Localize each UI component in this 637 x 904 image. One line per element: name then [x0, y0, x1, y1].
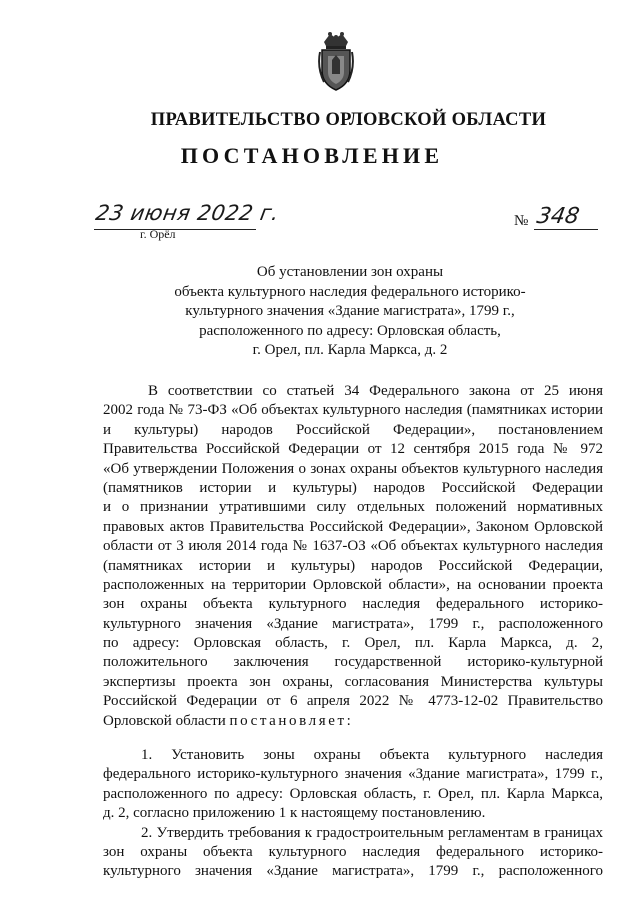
document-body	[103, 382, 603, 882]
preamble-line: области от 3 июля 2014 года № 1637-ОЗ «Об объектах культурного наследия	[103, 538, 603, 555]
item1-line: расположенного по адресу: Орловская область, г. Орел, пл. Карла Маркса,	[103, 785, 603, 802]
number-underline	[534, 229, 598, 230]
government-title: ПРАВИТЕЛЬСТВО ОРЛОВСКОЙ ОБЛАСТИ	[150, 110, 547, 130]
preamble-line: (памятниках истории и культуры) народов Российской Федерации,	[103, 557, 603, 574]
item1-line: д. 2, согласно приложению 1 к настоящему постановлению.	[103, 805, 486, 822]
subject-line: расположенного по адресу: Орловская область,	[199, 322, 501, 339]
preamble-line: по адресу: Орловская область, г. Орел, пл. Карла Маркса, д. 2,	[103, 635, 603, 652]
document-subject	[150, 263, 550, 361]
document-type: ПОСТАНОВЛЕНИЕ	[180, 143, 444, 168]
preamble-line: правовых актов Правительства Российской Федерации», Законом Орловской	[103, 518, 603, 535]
paragraph-gap	[103, 731, 603, 746]
coat-of-arms-icon	[316, 28, 356, 92]
preamble-line: В соответствии со статьей 34 Федерального закона от 25 июня	[148, 383, 603, 399]
preamble-line: Правительства Российской Федерации от 12 сентября 2015 года № 972	[103, 441, 603, 458]
preamble-line: зон охраны объекта культурного наследия федерального историко-	[103, 596, 603, 613]
item2-line: 2. Утвердить требования к градостроительным регламентам в границах	[141, 824, 603, 841]
subject-line: культурного значения «Здание магистрата», 1799 г.,	[185, 303, 515, 319]
preamble-line: Российской Федерации от 6 апреля 2022 № 4773-12-02 Правительство	[103, 693, 603, 710]
preamble-line: «Об утверждении Положения о зонах охраны объектов культурного наследия	[103, 460, 603, 477]
item1-line: федерального историко-культурного значения «Здание магистрата», 1799 г.,	[103, 766, 603, 783]
preamble-line: 2002 года № 73-ФЗ «Об объектах культурного наследия (памятниках истории	[103, 402, 603, 419]
preamble-last-line	[103, 712, 603, 731]
preamble-line: расположенных на территории Орловской области», на основании проекта	[103, 576, 603, 593]
number-label: №	[514, 213, 529, 229]
date-handwritten: 23 июня 2022 г.	[93, 201, 282, 225]
subject-line: Об установлении зон охраны	[256, 264, 444, 280]
preamble-line: положительного заключения государственной историко-культурной	[103, 654, 603, 671]
preamble-line: экспертизы проекта зон охраны, согласования Министерства культуры	[103, 673, 603, 690]
preamble-line: культурного значения «Здание магистрата», 1799 г., расположенного	[103, 615, 603, 632]
preamble-line: (памятников истории и культуры) народов Российской Федерации	[103, 479, 603, 496]
resolves-word: постановляет:	[229, 712, 354, 729]
subject-line: объекта культурного наследия федерального историко-	[174, 283, 526, 300]
number-handwritten: 348	[534, 204, 582, 229]
item1-line: 1. Установить зоны охраны объекта культурного наследия	[141, 747, 603, 764]
item2-line: культурного значения «Здание магистрата», 1799 г., расположенного	[103, 863, 603, 880]
preamble-line: и о признании утратившими силу отдельных положений нормативных	[103, 499, 603, 516]
city: г. Орёл	[140, 227, 176, 241]
item2-line: зон охраны объекта культурного наследия федерального историко-	[103, 843, 603, 860]
preamble-line: и культуры) народов Российской Федерации», постановлением	[103, 421, 603, 438]
preamble-last-prefix: Орловской области	[103, 712, 230, 729]
subject-line: г. Орел, пл. Карла Маркса, д. 2	[252, 342, 448, 358]
